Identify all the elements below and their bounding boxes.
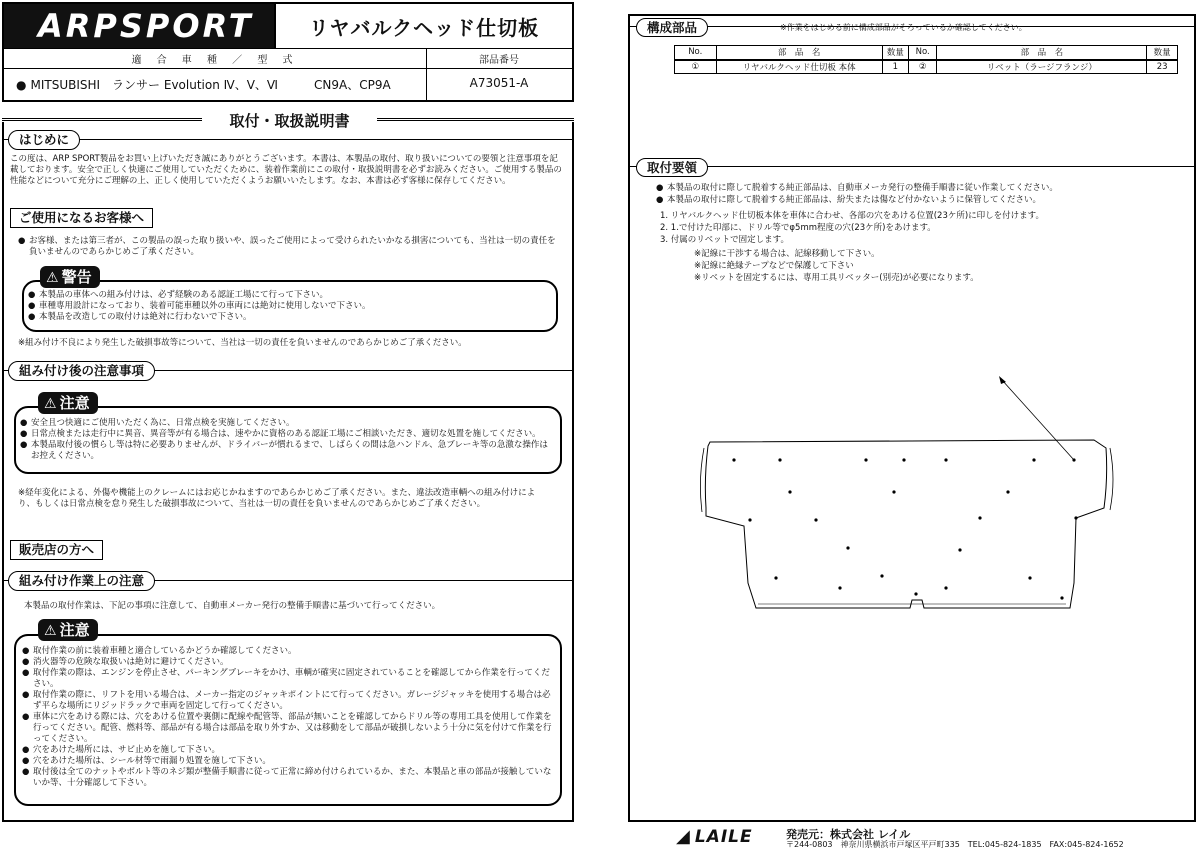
chassis-code: CN9A、CP9A	[314, 78, 391, 92]
list-item: ● 本製品を改造しての取付けは絶対に行わないで下さい。	[28, 312, 554, 323]
warning-badge: ⚠ 警告	[40, 266, 100, 288]
col-no-2: No.	[908, 46, 936, 60]
col-name-1: 部 品 名	[716, 46, 882, 60]
document-title: リヤバルクヘッド仕切板	[274, 4, 572, 48]
part-number: A73051-A	[469, 76, 529, 90]
work-caution-badge: ⚠ 注意	[38, 619, 98, 641]
list-item: ● 本製品取付後の慣らし等は特に必要ありませんが、ドライバーが慣れるまで、しばらくの間は急ハンドル、急ブレーキ等の急激な操作はお控えください。	[20, 440, 554, 462]
list-item: ● 安全且つ快適にご使用いただく為に、日常点検を実施してください。	[20, 418, 554, 429]
list-item: ● 車体に穴をあける際には、穴をあける位置や裏側に配線や配管等、部品が無いことを確認してからドリル等の専用工具を使用して作業を行ってください。配管、燃料等、部品が有る場合は部品を取り外すか、又は移動をして部品が破損しないよう十分に気を付けて作業を行ってください。	[22, 712, 554, 745]
customer-text: ● お客様、または第三者が、この製品の誤った取り扱いや、誤ったご使用によって受けられたいかなる損害についても、当社は一切の責任を負いませんのであらかじめご了承ください。	[18, 236, 564, 258]
components-table	[674, 45, 1178, 74]
list-item: ● 取付後は全てのナットやボルト等のネジ類が整備手順書に従って正常に締め付けられているか、また、本製品と車の部品が接触していないか等、十分確認して下さい。	[22, 767, 554, 789]
procedure-bullets	[656, 182, 1186, 206]
procedure-notes	[694, 248, 1184, 284]
laile-mark-icon: ◢	[676, 826, 691, 847]
list-item: ● 本製品の取付に際して脱着する純正部品は、自動車メーカ発行の整備手順書に従い作業してください。	[656, 182, 1186, 194]
instructions-body	[2, 122, 574, 822]
procedure-heading: 取付要領	[636, 158, 708, 177]
partition-plate-diagram	[690, 368, 1120, 618]
table-row: ① リヤバルクヘッド仕切板 本体 1 ② リベット（ラージフランジ） 23	[675, 60, 1178, 74]
list-item: ● 本製品の車体への組み付けは、必ず経験のある認証工場にて行って下さい。	[28, 290, 554, 301]
procedure-steps	[660, 210, 1186, 246]
list-item: ● 本製品の取付に際して脱着する純正部品は、紛失または傷など付かないように保管してください。	[656, 194, 1186, 206]
list-item: ● 取付作業の際は、エンジンを停止させ、パーキングブレーキをかけ、車輌が確実に固定されていることを確認してから作業を行ってください。	[22, 668, 554, 690]
list-item: ● 穴をあけた場所は、シール材等で雨漏り処置を施して下さい。	[22, 756, 554, 767]
list-item: ● 取付作業の際に、リフトを用いる場合は、メーカー指定のジャッキポイントにて行ってください。ガレージジャッキを使用する場合は必ず平らな場所にリジッドラックで車両を固定して行ってください。	[22, 690, 554, 712]
after-install-list	[20, 418, 554, 462]
warning-box	[22, 280, 558, 332]
after-install-note: ※経年変化による、外傷や機能上のクレームにはお応じかねますのであらかじめご了承ください。また、違法改造車輌への組み付けにより、もしくは日常点検を怠り発生した破損事故について、当社は一切の責任を負いませんのであらかじめご了承ください。	[18, 488, 536, 509]
intro-heading: はじめに	[8, 130, 80, 150]
list-item: ● 車種専用設計になっており、装着可能車種以外の車両には絶対に使用しないで下さい。	[28, 301, 554, 312]
dealer-heading: 販売店の方へ	[10, 540, 103, 560]
table-header-row	[675, 46, 1178, 60]
warning-triangle-icon: ⚠	[44, 396, 57, 412]
vehicle-model: ● MITSUBISHI ランサー Evolution Ⅳ、Ⅴ、Ⅵ	[16, 78, 278, 92]
warning-list	[28, 290, 554, 323]
col-qty-1: 数量	[882, 46, 908, 60]
list-item: ● 穴をあけた場所には、サビ止めを施して下さい。	[22, 745, 554, 756]
components-note: ※作業をはじめる前に構成部品がそろっているか確認してください。	[780, 23, 1027, 32]
seller-address: 〒244-0803 神奈川県横浜市戸塚区平戸町335 TEL:045-824-1835 FAX:045-824-1652	[786, 840, 1124, 849]
left-page	[2, 2, 574, 822]
list-item: ● 消火器等の危険な取扱いは絶対に避けてください。	[22, 657, 554, 668]
work-heading: 組み付け作業上の注意	[8, 571, 155, 591]
brand-logo: ARPSPORT	[4, 4, 274, 48]
warning-note: ※組み付け不良により発生した破損事故等について、当社は一切の責任を負いませんのであらかじめご了承ください。	[18, 338, 467, 348]
warning-triangle-icon: ⚠	[44, 623, 57, 639]
list-item: ※記線に絶縁テープなどで保護して下さい	[694, 261, 854, 271]
list-item: ● 日常点検または走行中に異音、異音等が有る場合は、速やかに資格のある認証工場にご相談いただき、適切な処置を施してください。	[20, 429, 554, 440]
work-caution-list	[22, 646, 554, 789]
customer-heading: ご使用になるお客様へ	[10, 208, 153, 228]
laile-logo: ◢ LAILE	[676, 826, 753, 847]
col-name-2: 部 品 名	[937, 46, 1147, 60]
list-item: 3. 付属のリベットで固定します。	[660, 235, 789, 245]
bullet-icon: ●	[16, 78, 27, 92]
work-caution-box	[14, 634, 562, 806]
after-install-caution-badge: ⚠ 注意	[38, 392, 98, 414]
model-label: 適 合 車 種 ／ 型 式	[131, 55, 299, 66]
after-install-heading: 組み付け後の注意事項	[8, 361, 155, 381]
list-item: ※記線に干渉する場合は、記線移動して下さい。	[694, 249, 880, 259]
part-number-label: 部品番号	[479, 55, 519, 66]
right-page	[628, 14, 1196, 822]
list-item: ※リベットを固定するには、専用工具リベッター(別売)が必要になります。	[694, 273, 979, 283]
col-no-1: No.	[675, 46, 717, 60]
intro-text: この度は、ARP SPORT製品をお買い上げいただき誠にありがとうございます。本書は、本製品の取付、取り扱いについての要領と注意事項を記載しております。安全で正しく快適にご使用していただくために、装着作業前にこの取付・取扱説明書を必ずお読みください。ご使用する製品の性能などについて充分にご理解の上、正しく使用していただくようお願いいたします。なお、本書は必ず客様に保存してください。	[10, 154, 562, 186]
list-item: ● 取付作業の前に装着車種と適合しているかどうか確認してください。	[22, 646, 554, 657]
seller-name: 発売元：株式会社 レイル	[786, 828, 911, 841]
list-item: 1. リヤバルクヘッド仕切板本体を車体に合わせ、各部の穴をあける位置(23ケ所)に印しを付けます。	[660, 211, 1044, 221]
list-item: 2. 1.で付けた印部に、ドリル等でφ5mm程度の穴(23ケ所)をあけます。	[660, 223, 936, 233]
after-install-caution-box	[14, 406, 562, 474]
main-title: 取付・取扱説明書	[202, 110, 377, 131]
work-intro: 本製品の取付作業は、下記の事項に注意して、自動車メーカー発行の整備手順書に基づいて行ってください。	[24, 601, 441, 611]
header-block	[2, 2, 574, 102]
rivet-holes	[732, 458, 1077, 599]
components-heading: 構成部品	[636, 18, 708, 37]
warning-triangle-icon: ⚠	[46, 270, 59, 286]
footer	[676, 826, 1196, 850]
col-qty-2: 数量	[1147, 46, 1178, 60]
